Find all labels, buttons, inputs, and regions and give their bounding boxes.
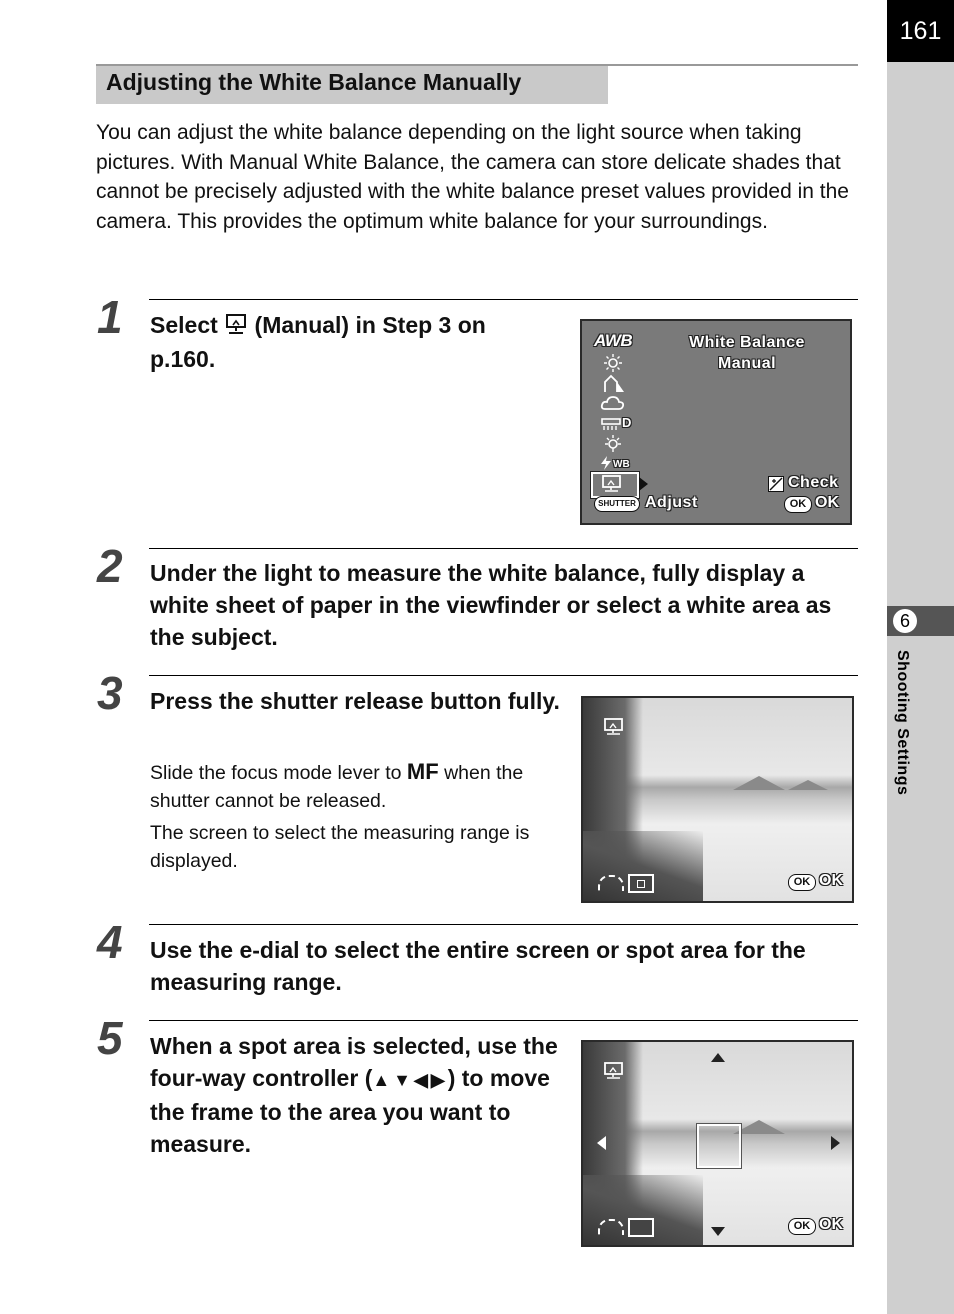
manual-wb-screen-icon — [603, 1062, 625, 1085]
wb-title — [642, 332, 852, 374]
entire-screen-icon — [628, 1218, 654, 1237]
left-arrow-icon — [597, 1136, 606, 1150]
down-arrow-icon — [711, 1227, 725, 1236]
step-5-rule — [149, 1020, 858, 1021]
four-way-arrows-icon: ▲▼◀▶ — [372, 1070, 448, 1090]
ok-badge: OK — [784, 496, 812, 513]
manual-wb-icon — [224, 311, 248, 343]
shutter-badge: SHUTTER — [594, 496, 640, 512]
e-dial-icon — [598, 1219, 624, 1235]
ok-label: OK — [815, 494, 839, 511]
step-2-rule — [149, 548, 858, 549]
flash-wb-label: WB — [613, 459, 630, 470]
step-1-number: 1 — [97, 291, 123, 343]
step-4-title: Use the e-dial to select the entire screen or spot area for the measuring range. — [150, 937, 806, 995]
spot-area-screen — [581, 1040, 854, 1247]
e-dial-icon — [598, 875, 624, 891]
ok-label: OK — [819, 1216, 843, 1233]
step-1-title — [150, 309, 570, 375]
ok-badge: OK — [788, 1218, 816, 1235]
step-2-title: Under the light to measure the white balance, fully display a white sheet of paper in the viewfinder or select a white area as the subject. — [150, 560, 832, 650]
check-label: Check — [788, 474, 839, 491]
cloudy-icon — [600, 394, 626, 417]
step-1-title-line2: p.160. — [150, 346, 216, 372]
spot-area-icon — [628, 874, 654, 893]
intro-paragraph: You can adjust the white balance depending on the light source when taking pictures. With Manual White Balance, the camera can store delicate shades that cannot be precisely adjusted with the white balance preset values provided in the camera. This provides the optimum white balance for your surroundings. — [96, 121, 849, 233]
ok-badge: OK — [788, 874, 816, 891]
step-3-rule — [149, 675, 858, 676]
white-balance-screen — [580, 319, 852, 525]
right-arrow-icon — [831, 1136, 840, 1150]
step-5-title — [150, 1030, 560, 1160]
step-4-rule — [149, 924, 858, 925]
mountain-left — [733, 776, 785, 790]
step-1-title-after: (Manual) in Step 3 on — [254, 312, 486, 338]
mountain-right — [788, 780, 828, 790]
step-5-title-a: When a spot area is selected, use the four-way controller ( — [150, 1033, 558, 1091]
adjust-label: Adjust — [645, 494, 698, 511]
step-3-title: Press the shutter release button fully. — [150, 688, 560, 714]
step-3-text-1-before: Slide the focus mode lever to — [150, 762, 402, 784]
manual-wb-screen-icon — [603, 718, 625, 741]
step-3-number: 3 — [97, 667, 123, 719]
step-3-text-2: The screen to select the measuring range is displayed. — [150, 822, 530, 872]
step-3-text-1 — [150, 758, 560, 815]
step-3-text-1-after: when the shutter cannot be released. — [150, 762, 524, 812]
chapter-label: Shooting Settings — [894, 650, 911, 796]
fluorescent-d-label: D — [622, 415, 632, 430]
right-arrow-icon — [639, 477, 648, 491]
step-1-title-before: Select — [150, 312, 218, 338]
step-4-number: 4 — [97, 916, 123, 968]
up-arrow-icon — [711, 1053, 725, 1062]
step-5-number: 5 — [97, 1012, 123, 1064]
section-title: Adjusting the White Balance Manually — [106, 69, 522, 95]
manual-wb-screen-icon — [601, 475, 623, 498]
ok-label: OK — [819, 872, 843, 889]
exposure-comp-icon — [768, 476, 784, 492]
step-1-rule — [149, 299, 858, 300]
wb-title-line1: White Balance — [689, 334, 805, 351]
chapter-number: 6 — [893, 609, 917, 633]
page-number: 161 — [887, 0, 954, 62]
measuring-range-screen — [581, 696, 854, 903]
awb-label: AWB — [594, 331, 633, 350]
spot-frame[interactable] — [697, 1124, 741, 1168]
mf-label: MF — [406, 759, 439, 784]
step-5-title-b: ) to move the frame to the area you want to measure. — [150, 1065, 550, 1157]
wb-title-line2: Manual — [717, 355, 777, 372]
step-2-number: 2 — [97, 540, 123, 592]
